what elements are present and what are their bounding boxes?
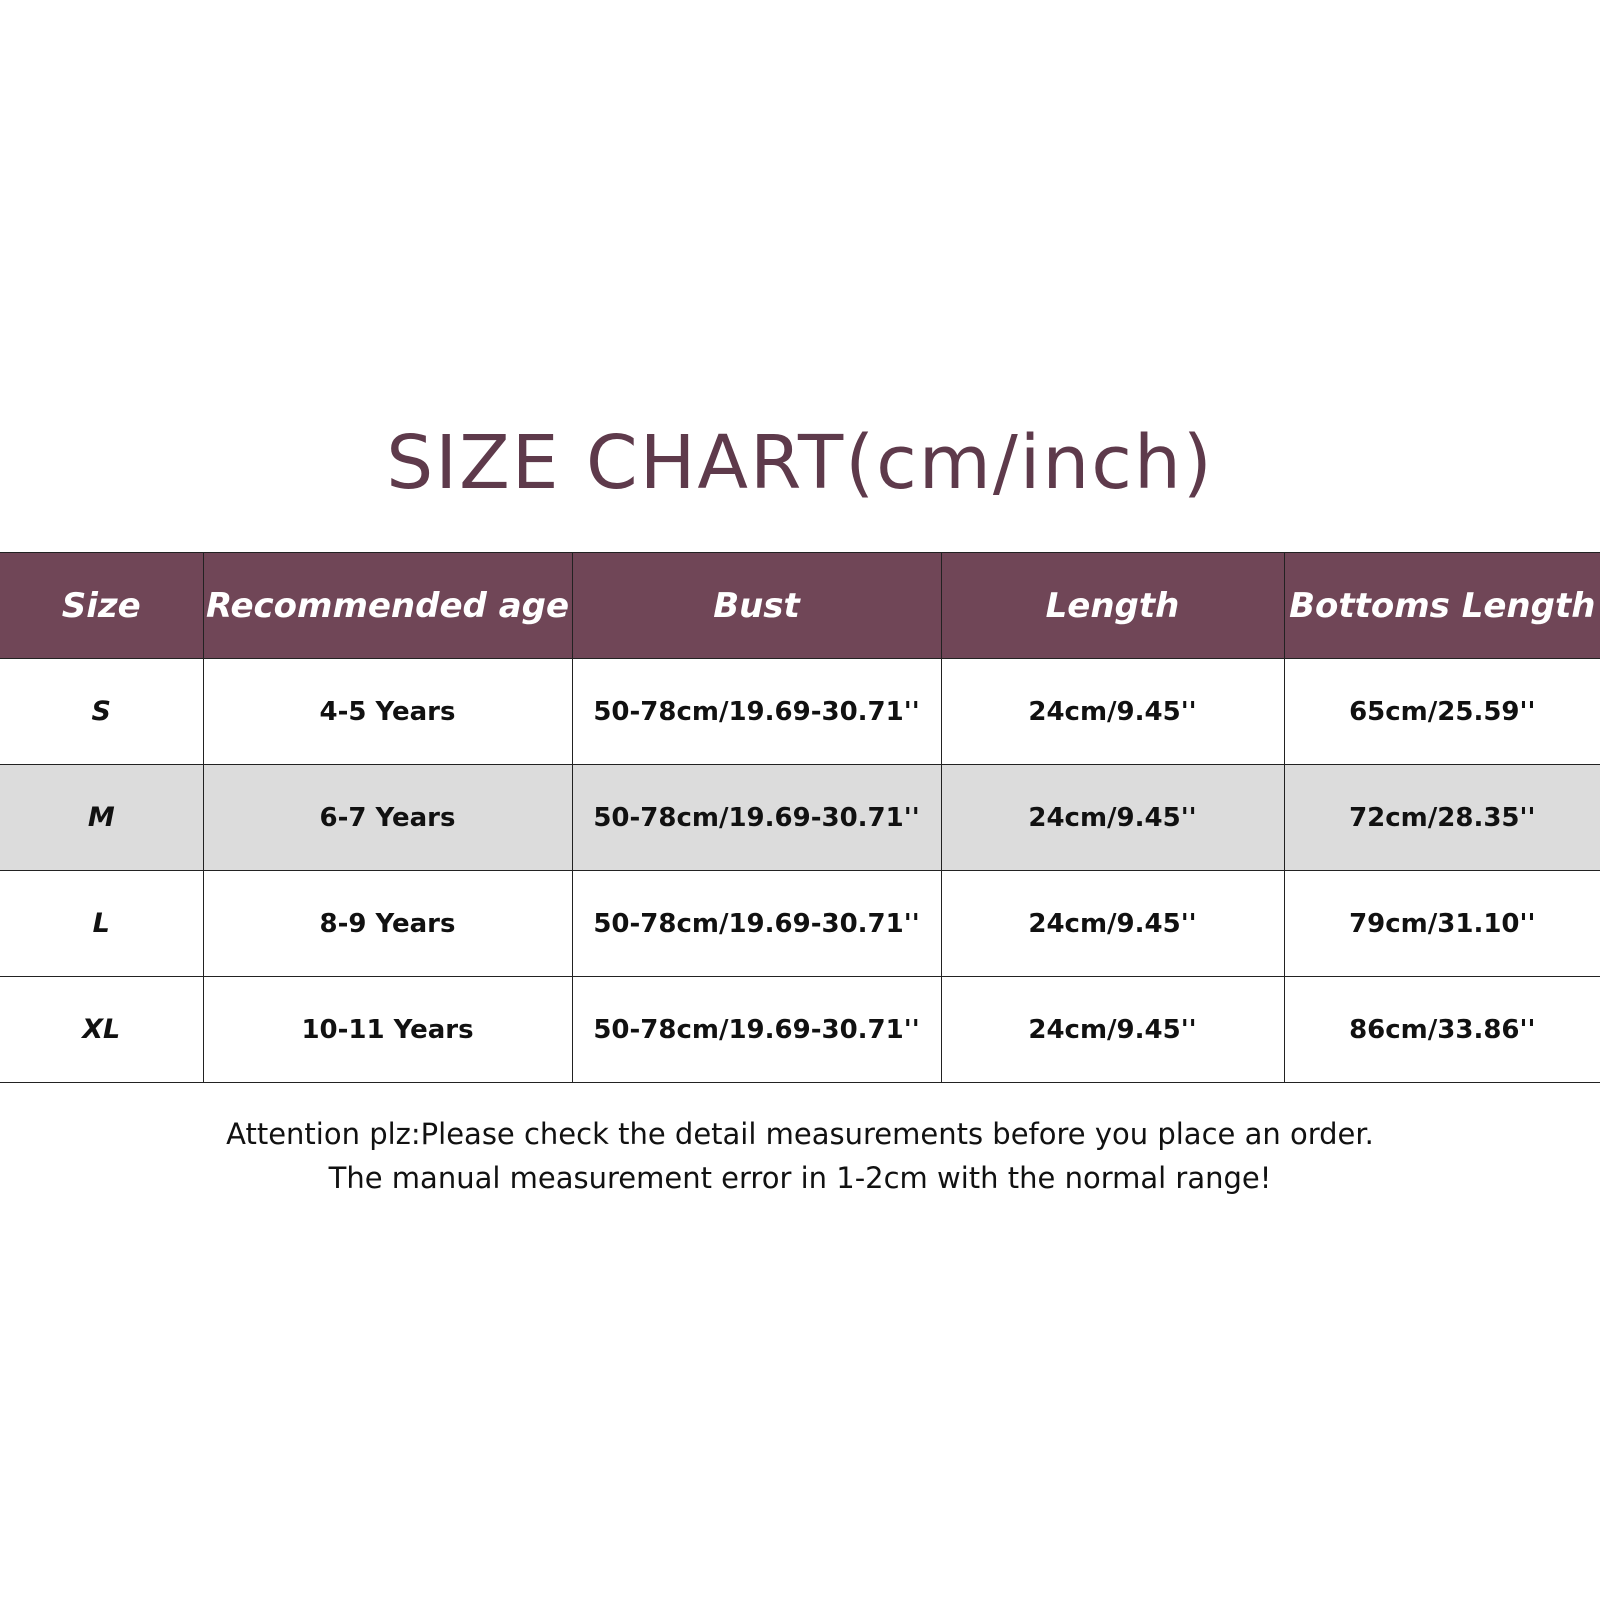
bust-cell: 50-78cm/19.69-30.71''	[572, 977, 941, 1083]
age-cell: 4-5 Years	[203, 659, 572, 765]
bottoms-length-cell: 72cm/28.35''	[1284, 765, 1600, 871]
header-recommended-age: Recommended age	[203, 553, 572, 659]
size-cell: M	[0, 765, 203, 871]
header-bottoms-length: Bottoms Length	[1284, 553, 1600, 659]
length-cell: 24cm/9.45''	[941, 977, 1284, 1083]
age-cell: 8-9 Years	[203, 871, 572, 977]
bust-cell: 50-78cm/19.69-30.71''	[572, 659, 941, 765]
bottoms-length-cell: 65cm/25.59''	[1284, 659, 1600, 765]
length-cell: 24cm/9.45''	[941, 659, 1284, 765]
bottoms-length-cell: 86cm/33.86''	[1284, 977, 1600, 1083]
size-cell: S	[0, 659, 203, 765]
header-size: Size	[0, 553, 203, 659]
attention-note	[0, 1112, 1600, 1200]
table-row	[0, 977, 1600, 1083]
header-length: Length	[941, 553, 1284, 659]
length-cell: 24cm/9.45''	[941, 871, 1284, 977]
bust-cell: 50-78cm/19.69-30.71''	[572, 765, 941, 871]
size-chart-table	[0, 552, 1600, 1083]
bust-cell: 50-78cm/19.69-30.71''	[572, 871, 941, 977]
age-cell: 6-7 Years	[203, 765, 572, 871]
age-cell: 10-11 Years	[203, 977, 572, 1083]
attention-note-line-1: Attention plz:Please check the detail measurements before you place an order.	[226, 1117, 1374, 1151]
length-cell: 24cm/9.45''	[941, 765, 1284, 871]
attention-note-line-2: The manual measurement error in 1-2cm with the normal range!	[328, 1161, 1272, 1195]
table-row	[0, 659, 1600, 765]
size-cell: L	[0, 871, 203, 977]
page-title: SIZE CHART(cm/inch)	[386, 420, 1214, 506]
table-row	[0, 871, 1600, 977]
header-bust: Bust	[572, 553, 941, 659]
table-row	[0, 765, 1600, 871]
size-cell: XL	[0, 977, 203, 1083]
bottoms-length-cell: 79cm/31.10''	[1284, 871, 1600, 977]
table-header-row	[0, 553, 1600, 659]
